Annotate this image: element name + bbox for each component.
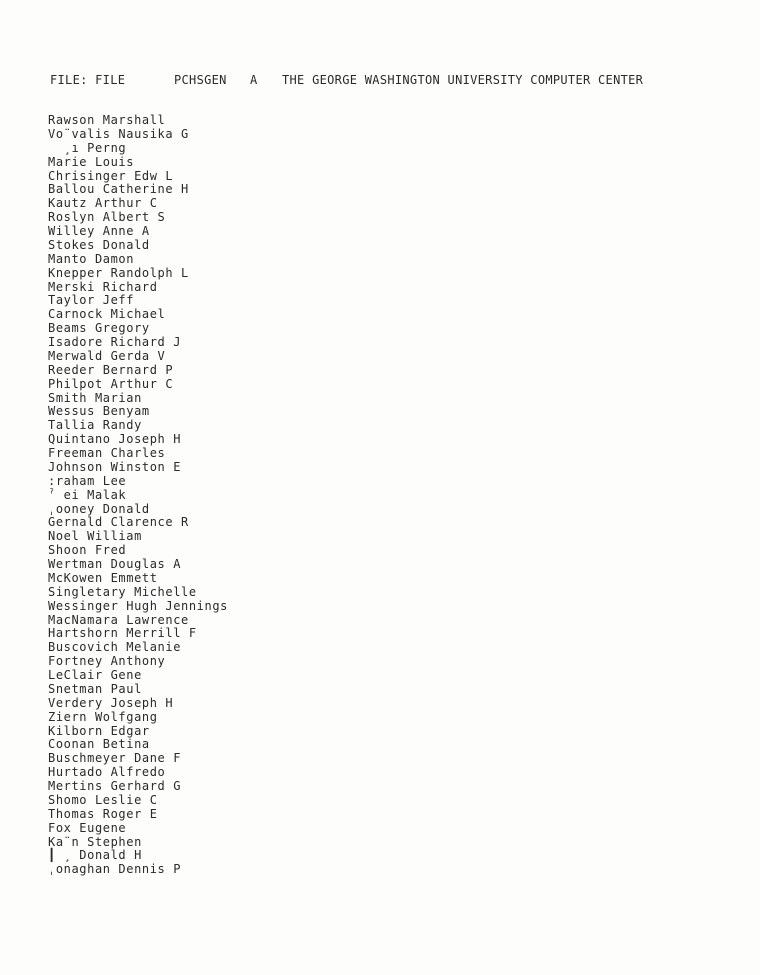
name-entry: Fortney Anthony xyxy=(48,654,166,669)
name-entry: Merwald Gerda V xyxy=(48,348,166,363)
name-entry: Merski Richard xyxy=(48,279,158,294)
file-label: FILE: FILE xyxy=(50,73,126,87)
name-entry: Quintano Joseph H xyxy=(48,432,182,447)
name-entry: Tallia Randy xyxy=(48,418,142,433)
name-entry: Ziern Wolfgang xyxy=(48,709,158,724)
name-entry: Vo¨valis Nausika G xyxy=(48,126,189,141)
name-entry: Carnock Michael xyxy=(48,307,166,322)
name-entry: Wessus Benyam xyxy=(48,404,150,419)
name-entry: Ballou Catherine H xyxy=(48,182,189,197)
name-entry: ¸ı Perng xyxy=(48,140,127,155)
name-entry: McKowen Emmett xyxy=(48,570,158,585)
name-entry: Isadore Richard J xyxy=(48,335,182,349)
name-entry: Buscovich Melanie xyxy=(48,640,182,655)
name-entry: Reeder Bernard P xyxy=(48,362,174,377)
name-entry: Smith Marian xyxy=(48,390,142,405)
name-entry: Manto Damon xyxy=(48,251,135,266)
name-entry: Noel William xyxy=(48,529,142,544)
institution-name: THE GEORGE WASHINGTON UNIVERSITY COMPUTER CENTER xyxy=(282,73,644,87)
name-entry: Shomo Leslie C xyxy=(48,792,158,807)
name-entry: Buschmeyer Dane F xyxy=(48,751,182,766)
name-entry: Mertins Gerhard G xyxy=(48,779,182,793)
name-entry: Chrisinger Edw L xyxy=(48,168,174,183)
name-entry: Kilborn Edgar xyxy=(48,723,150,738)
name-entry: Thomas Roger E xyxy=(48,806,158,821)
name-entry: Kautz Arthur C xyxy=(48,196,158,211)
name-entry: ˌooney Donald xyxy=(48,501,150,516)
name-entry: ˌonaghan Dennis P xyxy=(48,862,182,877)
file-name: PCHSGEN xyxy=(174,73,227,87)
name-entry: Marie Louis xyxy=(48,154,135,169)
name-entry: Willey Anne A xyxy=(48,224,150,238)
name-entry: Verdery Joseph H xyxy=(48,695,174,710)
name-entry: Coonan Betina xyxy=(48,737,150,752)
name-entry: Fox Eugene xyxy=(48,820,127,835)
printout-header xyxy=(50,73,643,87)
name-entry: ┃ ¸ Donald H xyxy=(48,848,142,863)
name-entry: :raham Lee xyxy=(48,473,127,488)
names-list xyxy=(48,114,228,877)
name-entry: Wertman Douglas A xyxy=(48,557,182,571)
name-entry: MacNamara Lawrence xyxy=(48,612,189,627)
name-entry: Shoon Fred xyxy=(48,543,127,558)
name-entry: Taylor Jeff xyxy=(48,293,135,308)
name-entry: Gernald Clarence R xyxy=(48,515,189,530)
name-entry: Singletary Michelle xyxy=(48,584,197,599)
name-entry: Snetman Paul xyxy=(48,681,142,696)
name-entry: Stokes Donald xyxy=(48,237,150,252)
name-entry: Hurtado Alfredo xyxy=(48,765,166,780)
name-entry: Knepper Randolph L xyxy=(48,265,189,280)
file-mode: A xyxy=(250,73,258,87)
name-entry: Beams Gregory xyxy=(48,321,150,336)
name-entry: Roslyn Albert S xyxy=(48,210,166,225)
name-entry: ˀ ei Malak xyxy=(48,487,127,502)
name-entry: Hartshorn Merrill F xyxy=(48,626,197,641)
name-entry: Rawson Marshall xyxy=(48,113,166,127)
name-entry: Ka¨n Stephen xyxy=(48,834,142,849)
name-entry: Freeman Charles xyxy=(48,446,166,460)
name-entry: Wessinger Hugh Jennings xyxy=(48,598,228,613)
name-entry: Johnson Winston E xyxy=(48,459,182,474)
name-entry: LeClair Gene xyxy=(48,668,142,682)
name-entry: Philpot Arthur C xyxy=(48,376,174,391)
